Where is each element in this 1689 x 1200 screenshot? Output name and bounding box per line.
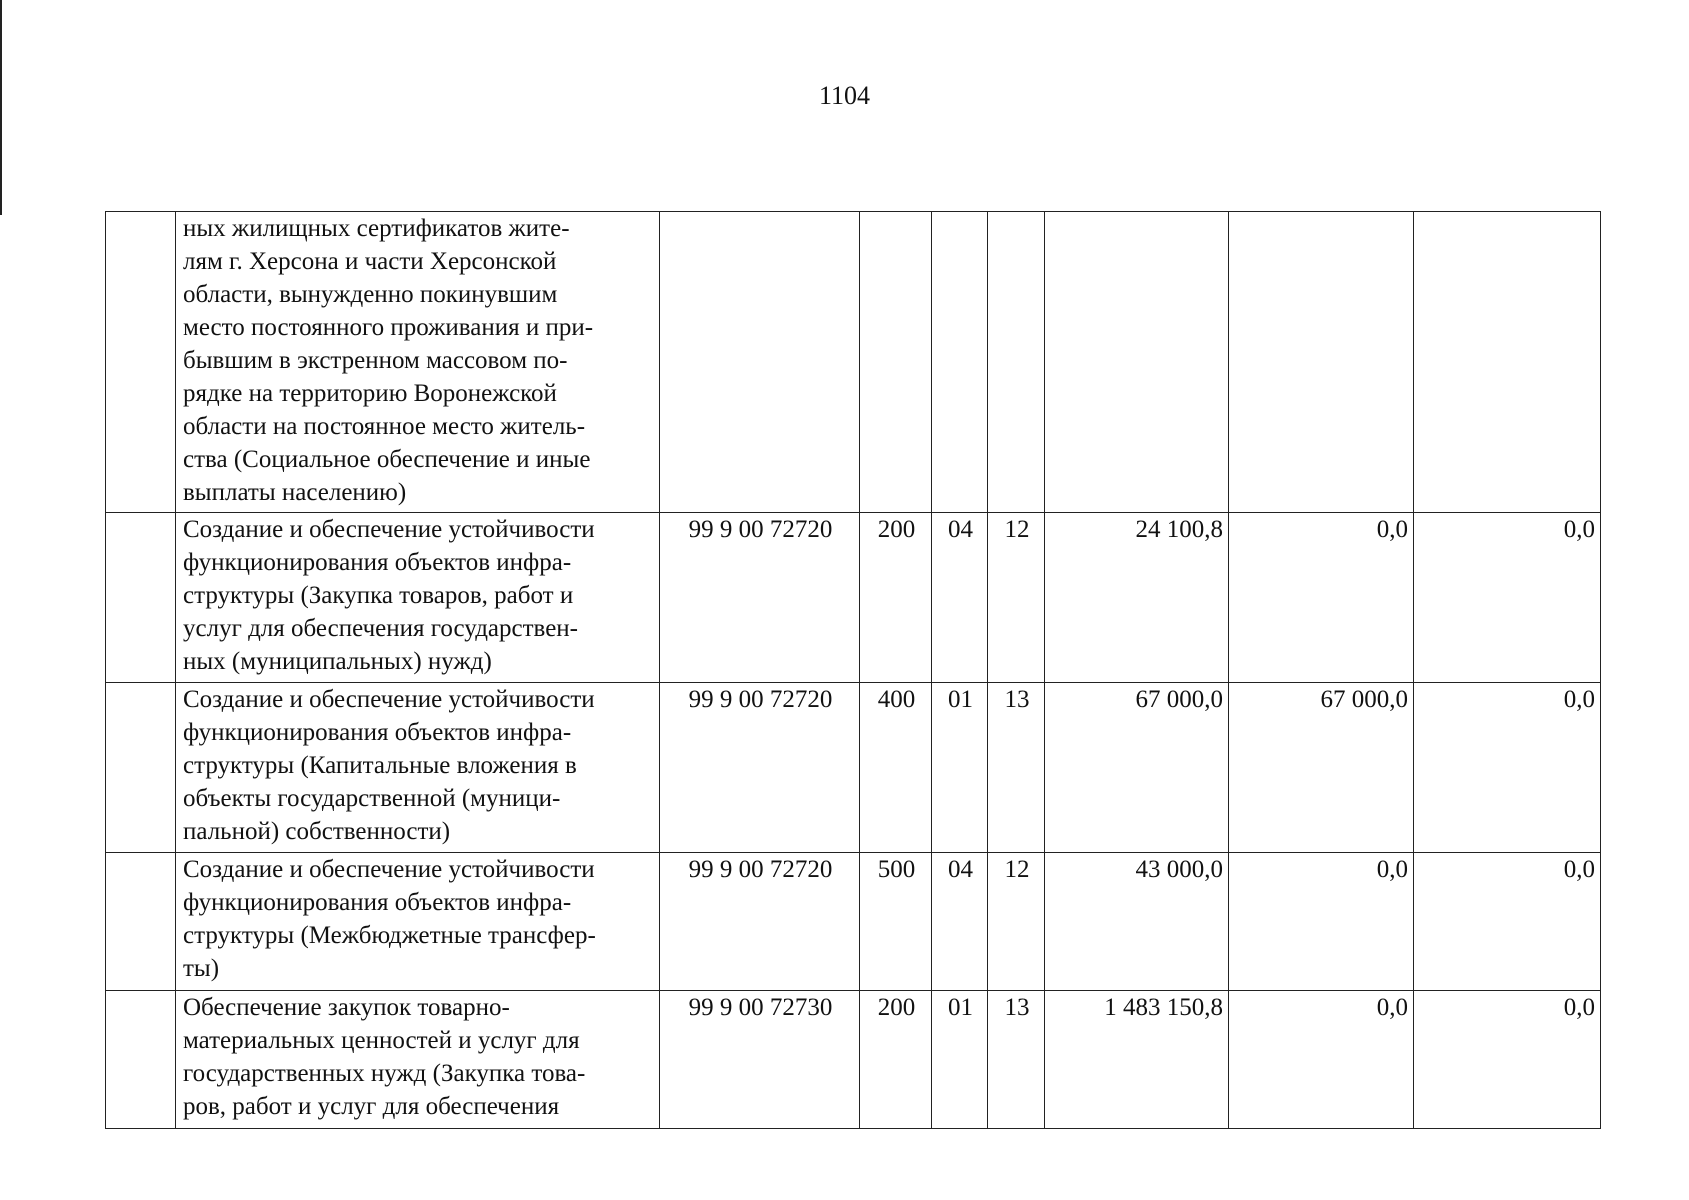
row-name-line: функционирования объектов инфра- [183, 719, 572, 746]
csr-code-cell: 99 9 00 72720 [660, 683, 860, 853]
amount-year1-cell: 1 483 150,8 [1045, 991, 1229, 1129]
row-name-line: рядке на территорию Воронежской [183, 380, 557, 407]
page-number: 1104 [818, 81, 871, 110]
row-name-line: государственных нужд (Закупка това- [183, 1060, 586, 1087]
subsection-cell: 12 [988, 513, 1045, 683]
row-name-line: области на постоянное место житель- [183, 413, 586, 440]
amount-year3-cell [1414, 212, 1601, 513]
amount-year2-cell: 0,0 [1229, 991, 1414, 1129]
row-name-line: выплаты населению) [183, 479, 407, 506]
row-name-line: структуры (Межбюджетные трансфер- [183, 922, 596, 949]
expense-type-cell: 200 [860, 513, 932, 683]
table-row [106, 683, 1601, 853]
row-number-cell [106, 853, 176, 991]
row-name-line: ных (муниципальных) нужд) [183, 648, 492, 675]
subsection-cell: 13 [988, 683, 1045, 853]
expense-type-cell [860, 212, 932, 513]
amount-year3-cell: 0,0 [1414, 991, 1601, 1129]
expense-type-cell: 400 [860, 683, 932, 853]
row-name-line: место постоянного проживания и при- [183, 314, 594, 341]
budget-table [105, 211, 1601, 1129]
subsection-cell [988, 212, 1045, 513]
section-cell: 04 [932, 513, 988, 683]
row-name-line: функционирования объектов инфра- [183, 889, 572, 916]
section-cell: 01 [932, 683, 988, 853]
row-name-cell [176, 683, 660, 853]
row-number-cell [106, 212, 176, 513]
row-name-cell [176, 212, 660, 513]
row-name-line: Создание и обеспечение устойчивости [183, 686, 595, 713]
amount-year3-cell: 0,0 [1414, 513, 1601, 683]
row-name-line: объекты государственной (муници- [183, 785, 561, 812]
row-name-cell [176, 853, 660, 991]
row-name-line: структуры (Капитальные вложения в [183, 752, 577, 779]
amount-year2-cell: 0,0 [1229, 853, 1414, 991]
csr-code-cell: 99 9 00 72720 [660, 853, 860, 991]
row-name-line: ров, работ и услуг для обеспечения [183, 1093, 560, 1120]
row-name-line: бывшим в экстренном массовом по- [183, 347, 568, 374]
amount-year1-cell: 24 100,8 [1045, 513, 1229, 683]
section-cell: 04 [932, 853, 988, 991]
section-cell: 01 [932, 991, 988, 1129]
row-name-line: структуры (Закупка товаров, работ и [183, 582, 574, 609]
subsection-cell: 13 [988, 991, 1045, 1129]
row-name-line: материальных ценностей и услуг для [183, 1027, 580, 1054]
row-name-line: Создание и обеспечение устойчивости [183, 856, 595, 883]
table-row [106, 853, 1601, 991]
row-name-cell [176, 991, 660, 1129]
row-name-cell [176, 513, 660, 683]
row-number-cell [106, 683, 176, 853]
row-name-line: лям г. Херсона и части Херсонской [183, 248, 557, 275]
row-name-line: функционирования объектов инфра- [183, 549, 572, 576]
row-number-cell [106, 991, 176, 1129]
section-cell [932, 212, 988, 513]
table-row [106, 991, 1601, 1129]
row-name-line: ты) [183, 955, 220, 982]
row-name-line: пальной) собственности) [183, 818, 451, 845]
expense-type-cell: 500 [860, 853, 932, 991]
amount-year1-cell [1045, 212, 1229, 513]
csr-code-cell: 99 9 00 72730 [660, 991, 860, 1129]
amount-year2-cell: 67 000,0 [1229, 683, 1414, 853]
budget-table-body [106, 212, 1601, 1129]
row-name-line: Обеспечение закупок товарно- [183, 994, 510, 1021]
amount-year2-cell: 0,0 [1229, 513, 1414, 683]
amount-year3-cell: 0,0 [1414, 853, 1601, 991]
row-name-line: ства (Социальное обеспечение и иные [183, 446, 591, 473]
amount-year3-cell: 0,0 [1414, 683, 1601, 853]
amount-year1-cell: 43 000,0 [1045, 853, 1229, 991]
table-row [106, 513, 1601, 683]
row-number-cell [106, 513, 176, 683]
amount-year1-cell: 67 000,0 [1045, 683, 1229, 853]
csr-code-cell [660, 212, 860, 513]
table-row [106, 212, 1601, 513]
row-name-line: услуг для обеспечения государствен- [183, 615, 578, 642]
row-name-line: Создание и обеспечение устойчивости [183, 516, 595, 543]
row-name-line: области, вынужденно покинувшим [183, 281, 558, 308]
subsection-cell: 12 [988, 853, 1045, 991]
row-name-line: ных жилищных сертификатов жите- [183, 215, 570, 242]
expense-type-cell: 200 [860, 991, 932, 1129]
amount-year2-cell [1229, 212, 1414, 513]
csr-code-cell: 99 9 00 72720 [660, 513, 860, 683]
